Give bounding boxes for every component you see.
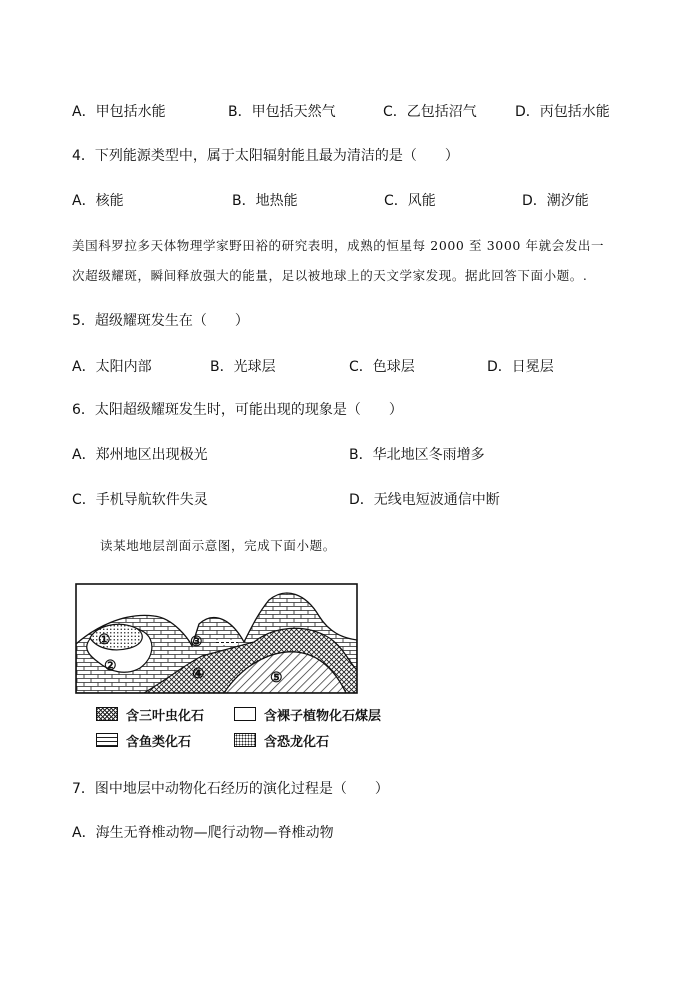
q4-option-b: B．地热能 — [232, 193, 298, 209]
passage-2: 读某地地层剖面示意图，完成下面小题。 — [100, 538, 336, 553]
q3-option-a: A．甲包括水能 — [72, 104, 166, 120]
passage-1-line-2: 次超级耀斑，瞬间释放强大的能量，足以被地球上的天文学家发现。据此回答下面小题。. — [72, 268, 588, 283]
q3-option-c: C．乙包括沼气 — [383, 104, 477, 120]
q6-option-c: C．手机导航软件失灵 — [72, 492, 208, 508]
strata-diagram — [74, 582, 364, 700]
q5-option-b: B．光球层 — [210, 359, 276, 375]
passage-1-line-1: 美国科罗拉多天体物理学家野田裕的研究表明，成熟的恒星每 2000 至 3000 年就会发出一 — [72, 238, 605, 253]
q3-option-b: B．甲包括天然气 — [228, 104, 336, 120]
q4-option-c: C．风能 — [384, 193, 436, 209]
label-3: ③ — [190, 634, 203, 650]
legend-fish: 含鱼类化石 — [126, 735, 192, 750]
q7-stem: 7．图中地层中动物化石经历的演化过程是（ ） — [72, 781, 389, 797]
q5-option-c: C．色球层 — [349, 359, 415, 375]
legend-swatch-dinosaur — [234, 733, 256, 747]
legend-dinosaur: 含恐龙化石 — [264, 735, 330, 750]
q4-option-a: A．核能 — [72, 193, 124, 209]
legend-swatch-gymnosperm-coal — [234, 707, 256, 721]
q4-stem: 4．下列能源类型中，属于太阳辐射能且最为清洁的是（ ） — [72, 148, 459, 164]
q4-option-d: D．潮汐能 — [522, 193, 589, 209]
q6-option-d: D．无线电短波通信中断 — [349, 492, 500, 508]
label-1: ① — [98, 632, 111, 648]
q7-option-a: A．海生无脊椎动物—爬行动物—脊椎动物 — [72, 825, 334, 841]
q5-stem: 5．超级耀斑发生在（ ） — [72, 313, 249, 329]
q6-option-a: A．郑州地区出现极光 — [72, 447, 208, 463]
q3-option-d: D．丙包括水能 — [515, 104, 610, 120]
label-2: ② — [104, 658, 117, 674]
legend-gymnosperm-coal: 含裸子植物化石煤层 — [264, 709, 382, 724]
legend-trilobite: 含三叶虫化石 — [126, 709, 205, 724]
q5-option-d: D．日冕层 — [487, 359, 554, 375]
legend-swatch-trilobite — [96, 707, 118, 721]
label-5: ⑤ — [270, 670, 283, 686]
q5-option-a: A．太阳内部 — [72, 359, 152, 375]
legend-swatch-fish — [96, 733, 118, 747]
label-4: ④ — [192, 666, 205, 682]
q6-stem: 6．太阳超级耀斑发生时，可能出现的现象是（ ） — [72, 402, 403, 418]
strata-cross-section-figure — [74, 582, 364, 700]
q6-option-b: B．华北地区冬雨增多 — [349, 447, 485, 463]
